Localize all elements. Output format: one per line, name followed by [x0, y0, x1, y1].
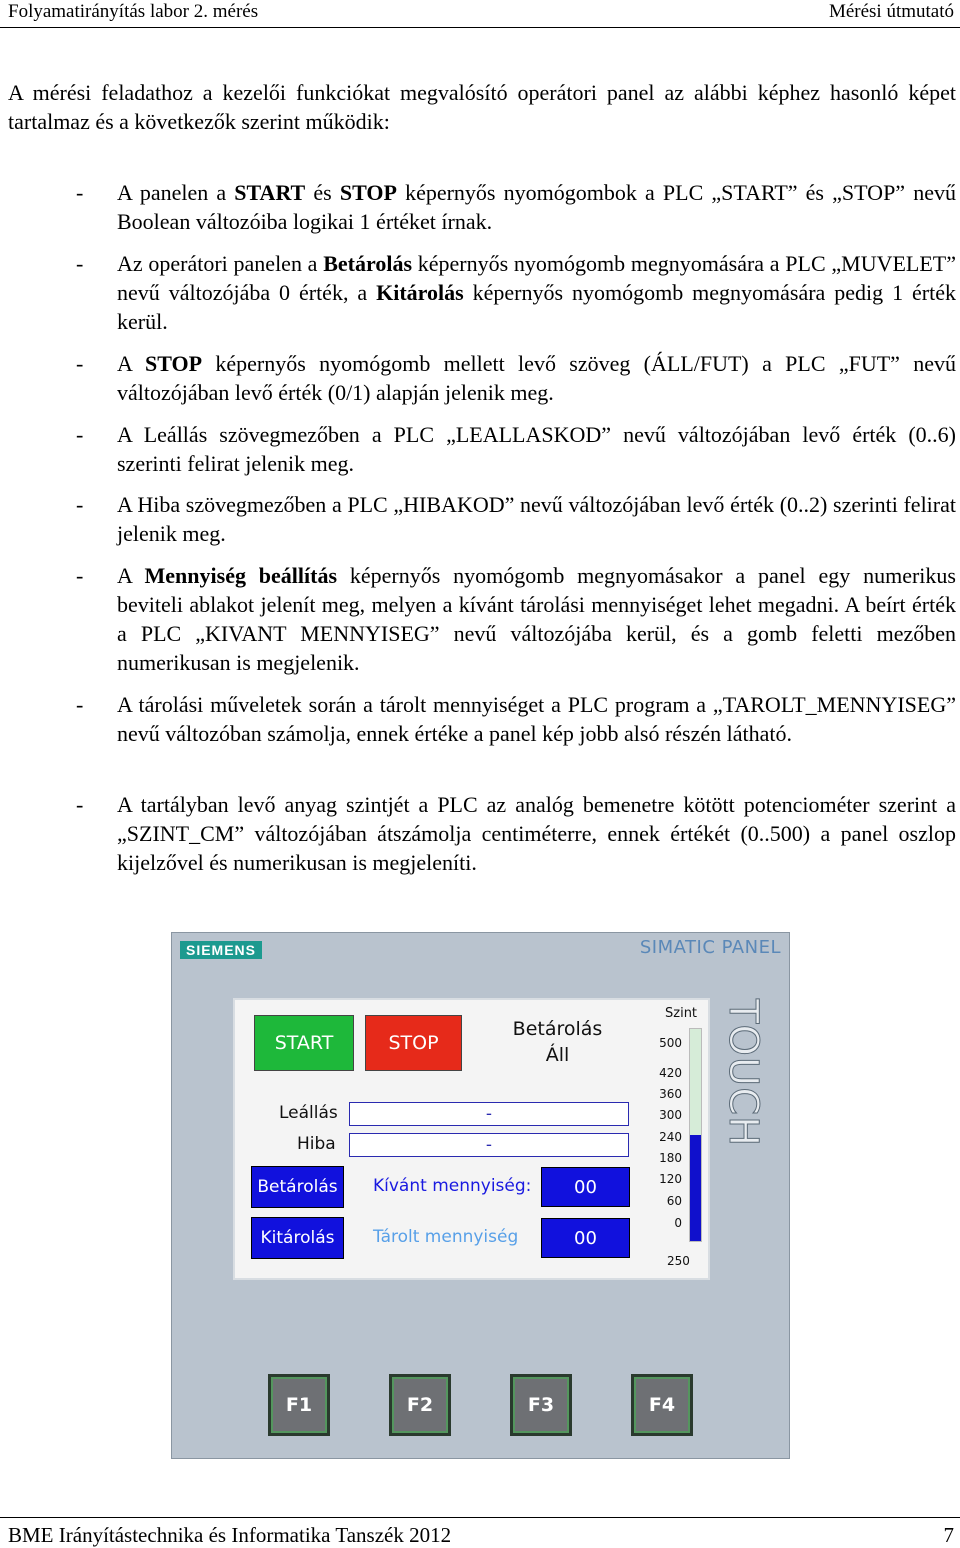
- szint-gauge: [689, 1028, 702, 1242]
- bullet-fragment: A: [117, 351, 145, 376]
- szint-tick-label: 0: [674, 1216, 682, 1230]
- bullet-fragment: és: [305, 180, 340, 205]
- kivant-mennyiseg-button[interactable]: 00: [541, 1167, 630, 1207]
- start-button[interactable]: START: [254, 1015, 354, 1071]
- leallas-field: -: [349, 1102, 629, 1126]
- bullet-text: [117, 561, 956, 677]
- szint-gauge-fill: [690, 1135, 701, 1241]
- bullet-fragment: A tartályban levő anyag szintjét a PLC az analóg bemenetre kötött potenciométer szerint a „SZINT_CM” változójában átszámolja centiméterre, ennek értékét (0..500) a panel oszlop kijelzővel és numerikusan is megjeleníti.: [117, 792, 956, 875]
- intro-paragraph: A mérési feladathoz a kezelői funkciókat megvalósító operátori panel az alábbi képhez hasonló képet tartalmaz és a következők szerint működik:: [8, 80, 956, 134]
- szint-tick-label: 420: [659, 1066, 682, 1080]
- bullet-fragment: képernyős nyomógombok a PLC „START” és „STOP” nevű Boolean változóiba logikai 1 értéket írnak.: [117, 180, 956, 234]
- szint-tick-label: 360: [659, 1087, 682, 1101]
- szint-tick-label: 500: [659, 1036, 682, 1050]
- bullet-emphasis: Mennyiség beállítás: [144, 563, 338, 588]
- bullet-item: [8, 561, 956, 677]
- page-header: [0, 0, 960, 28]
- bullet-item: [8, 420, 956, 478]
- bullet-text: [117, 349, 956, 407]
- state-run: Áll: [545, 1044, 570, 1066]
- bullet-fragment: képernyős nyomógomb mellett levő szöveg (ÁLL/FUT) a PLC „FUT” nevű változójában levő érték (0/1) alapján jelenik meg.: [117, 351, 956, 405]
- f1-key[interactable]: F1: [268, 1374, 330, 1436]
- bullet-text: [117, 690, 956, 748]
- szint-tick-label: 180: [659, 1151, 682, 1165]
- bullet-emphasis: Kitárolás: [376, 280, 464, 305]
- bullet-item: [8, 790, 956, 877]
- szint-value: 250: [667, 1254, 690, 1268]
- betarolas-button[interactable]: Betárolás: [251, 1166, 344, 1208]
- szint-tick-label: 60: [666, 1194, 682, 1208]
- f3-key[interactable]: F3: [510, 1374, 572, 1436]
- stop-button[interactable]: STOP: [365, 1015, 462, 1071]
- bullet-fragment: A panelen a: [117, 180, 235, 205]
- touch-label: [720, 999, 770, 1148]
- bullet-dash: -: [76, 492, 84, 517]
- bullet-item: [8, 178, 956, 236]
- hmi-screen: [233, 998, 710, 1280]
- bullet-dash: -: [76, 180, 84, 205]
- bullet-text: [117, 249, 956, 336]
- bullet-item: [8, 490, 956, 548]
- siemens-logo: SIEMENS: [180, 941, 262, 959]
- hmi-panel: [171, 932, 790, 1459]
- header-left: Folyamatirányítás labor 2. mérés: [8, 1, 259, 22]
- bullet-item: [8, 249, 956, 336]
- bullet-text: [117, 420, 956, 478]
- bullet-emphasis: START: [234, 180, 306, 205]
- bullet-dash: -: [76, 692, 84, 717]
- bullet-text: [117, 490, 956, 548]
- state-operation: Betárolás: [512, 1018, 603, 1040]
- bullet-item: [8, 349, 956, 407]
- bullet-fragment: A Hiba szövegmezőben a PLC „HIBAKOD” nevű változójában levő érték (0..2) szerinti felirat jelenik meg.: [117, 492, 956, 546]
- f4-key[interactable]: F4: [631, 1374, 693, 1436]
- simatic-panel-label: SIMATIC PANEL: [639, 937, 781, 958]
- bullet-emphasis: STOP: [339, 180, 397, 205]
- szint-tick-label: 120: [659, 1172, 682, 1186]
- tarolt-label: Tárolt mennyiség: [373, 1227, 519, 1247]
- bullet-item: [8, 690, 956, 748]
- header-right: Mérési útmutató: [828, 1, 954, 22]
- bullet-fragment: képernyős nyomógomb megnyomására a PLC „MUVELET” nevű változójába 0 érték, a: [117, 251, 957, 305]
- bullet-fragment: A: [117, 563, 145, 588]
- szint-tick-label: 240: [659, 1130, 682, 1144]
- bullet-dash: -: [76, 351, 84, 376]
- bullet-text: [117, 790, 956, 877]
- szint-tick-label: 300: [659, 1108, 682, 1122]
- footer-left: BME Irányítástechnika és Informatika Tanszék 2012: [8, 1523, 452, 1547]
- bullet-dash: -: [76, 251, 84, 276]
- state-display: [485, 1016, 630, 1068]
- leallas-label: Leállás: [279, 1103, 338, 1123]
- kitarolas-button[interactable]: Kitárolás: [251, 1217, 344, 1259]
- kivant-label: Kívánt mennyiség:: [373, 1176, 532, 1196]
- bullet-fragment: A Leállás szövegmezőben a PLC „LEALLASKOD” nevű változójában levő érték (0..6) szerinti felirat jelenik meg.: [117, 422, 956, 476]
- bullet-fragment: képernyős nyomógomb megnyomására pedig 1 érték kerül.: [117, 280, 956, 334]
- bullet-fragment: képernyős nyomógomb megnyomásakor a panel egy numerikus beviteli ablakot jelenít meg, melyen a kívánt tárolási mennyiséget lehet megadni. A beírt érték a PLC „KIVANT MENNYISEG” nevű változójába kerül, és a gomb feletti mezőben numerikusan is megjelenik.: [117, 563, 956, 675]
- f2-key[interactable]: F2: [389, 1374, 451, 1436]
- bullet-fragment: Az operátori panelen a: [117, 251, 324, 276]
- szint-title: Szint: [665, 1006, 698, 1021]
- touch-text: TOUCH: [720, 999, 766, 1148]
- page-footer: [0, 1517, 960, 1547]
- bullet-dash: -: [76, 563, 84, 588]
- bullet-dash: -: [76, 792, 84, 817]
- bullet-fragment: A tárolási műveletek során a tárolt mennyiséget a PLC program a „TAROLT_MENNYISEG” nevű változóban számolja, ennek értéke a panel kép jobb alsó részén látható.: [117, 692, 956, 746]
- hiba-label: Hiba: [297, 1134, 336, 1154]
- bullet-dash: -: [76, 422, 84, 447]
- bullet-emphasis: Betárolás: [323, 251, 413, 276]
- bullet-emphasis: STOP: [145, 351, 203, 376]
- tarolt-mennyiseg-value: 00: [541, 1218, 630, 1258]
- hiba-field: -: [349, 1133, 629, 1157]
- bullet-text: [117, 178, 956, 236]
- page-number: 7: [943, 1523, 954, 1547]
